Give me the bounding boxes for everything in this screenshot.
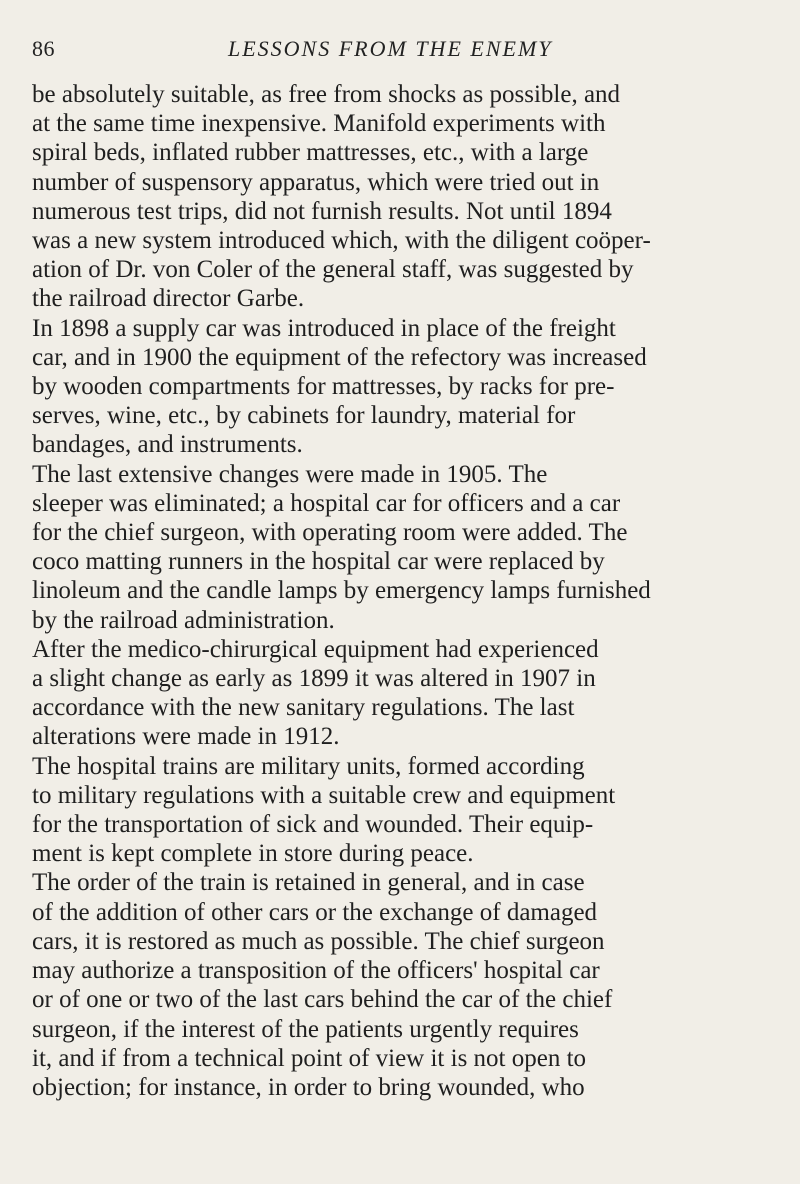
text-line: alterations were made in 1912. <box>32 723 340 751</box>
text-line: The hospital trains are military units, formed according <box>32 752 585 780</box>
text-line: be absolutely suitable, as free from shocks as possible, and <box>32 81 621 108</box>
text-line: The order of the train is retained in general, and in case <box>32 869 585 897</box>
running-title: LESSONS FROM THE ENEMY <box>228 36 553 61</box>
text-line: by wooden compartments for mattresses, by racks for pre- <box>32 373 615 401</box>
text-line: linoleum and the candle lamps by emergency lamps furnished <box>32 577 651 605</box>
text-line: may authorize a transposition of the officers' hospital car <box>32 957 600 985</box>
text-line: at the same time inexpensive. Manifold experiments with <box>32 110 606 138</box>
text-line: accordance with the new sanitary regulations. The last <box>32 694 575 722</box>
text-line: for the chief surgeon, with operating room were added. The <box>32 519 628 547</box>
text-line: ment is kept complete in store during peace. <box>32 840 474 868</box>
text-line: number of suspensory apparatus, which were tried out in <box>32 168 600 196</box>
text-line: serves, wine, etc., by cabinets for laundry, material for <box>32 402 576 430</box>
text-line: ation of Dr. von Coler of the general staff, was suggested by <box>32 256 634 284</box>
text-line: it, and if from a technical point of view it is not open to <box>32 1044 587 1072</box>
text-line: After the medico-chirurgical equipment had experienced <box>32 635 599 663</box>
text-line: sleeper was eliminated; a hospital car for officers and a car <box>32 489 621 517</box>
page-header <box>32 36 740 66</box>
text-line: coco matting runners in the hospital car were replaced by <box>32 548 605 576</box>
text-line: of the addition of other cars or the exchange of damaged <box>32 898 598 926</box>
text-line: by the railroad administration. <box>32 606 335 634</box>
text-line: car, and in 1900 the equipment of the refectory was increased <box>32 343 647 371</box>
text-line: the railroad director Garbe. <box>32 285 305 313</box>
body-text <box>32 80 772 1102</box>
text-line: or of one or two of the last cars behind the car of the chief <box>32 986 613 1014</box>
text-line: a slight change as early as 1899 it was altered in 1907 in <box>32 665 596 693</box>
text-line: In 1898 a supply car was introduced in place of the freight <box>32 314 616 342</box>
page-number: 86 <box>32 36 55 61</box>
text-line: objection; for instance, in order to bring wounded, who <box>32 1073 585 1101</box>
text-line: The last extensive changes were made in 1905. The <box>32 460 548 488</box>
text-line: was a new system introduced which, with the diligent coöper- <box>32 227 651 255</box>
text-line: cars, it is restored as much as possible. The chief surgeon <box>32 927 605 955</box>
text-line: for the transportation of sick and wounded. Their equip- <box>32 811 594 839</box>
text-line: spiral beds, inflated rubber mattresses, etc., with a large <box>32 139 589 167</box>
text-line: bandages, and instruments. <box>32 431 303 459</box>
text-line: to military regulations with a suitable crew and equipment <box>32 781 616 809</box>
text-line: surgeon, if the interest of the patients urgently requires <box>32 1015 579 1043</box>
text-line: numerous test trips, did not furnish results. Not until 1894 <box>32 197 612 225</box>
